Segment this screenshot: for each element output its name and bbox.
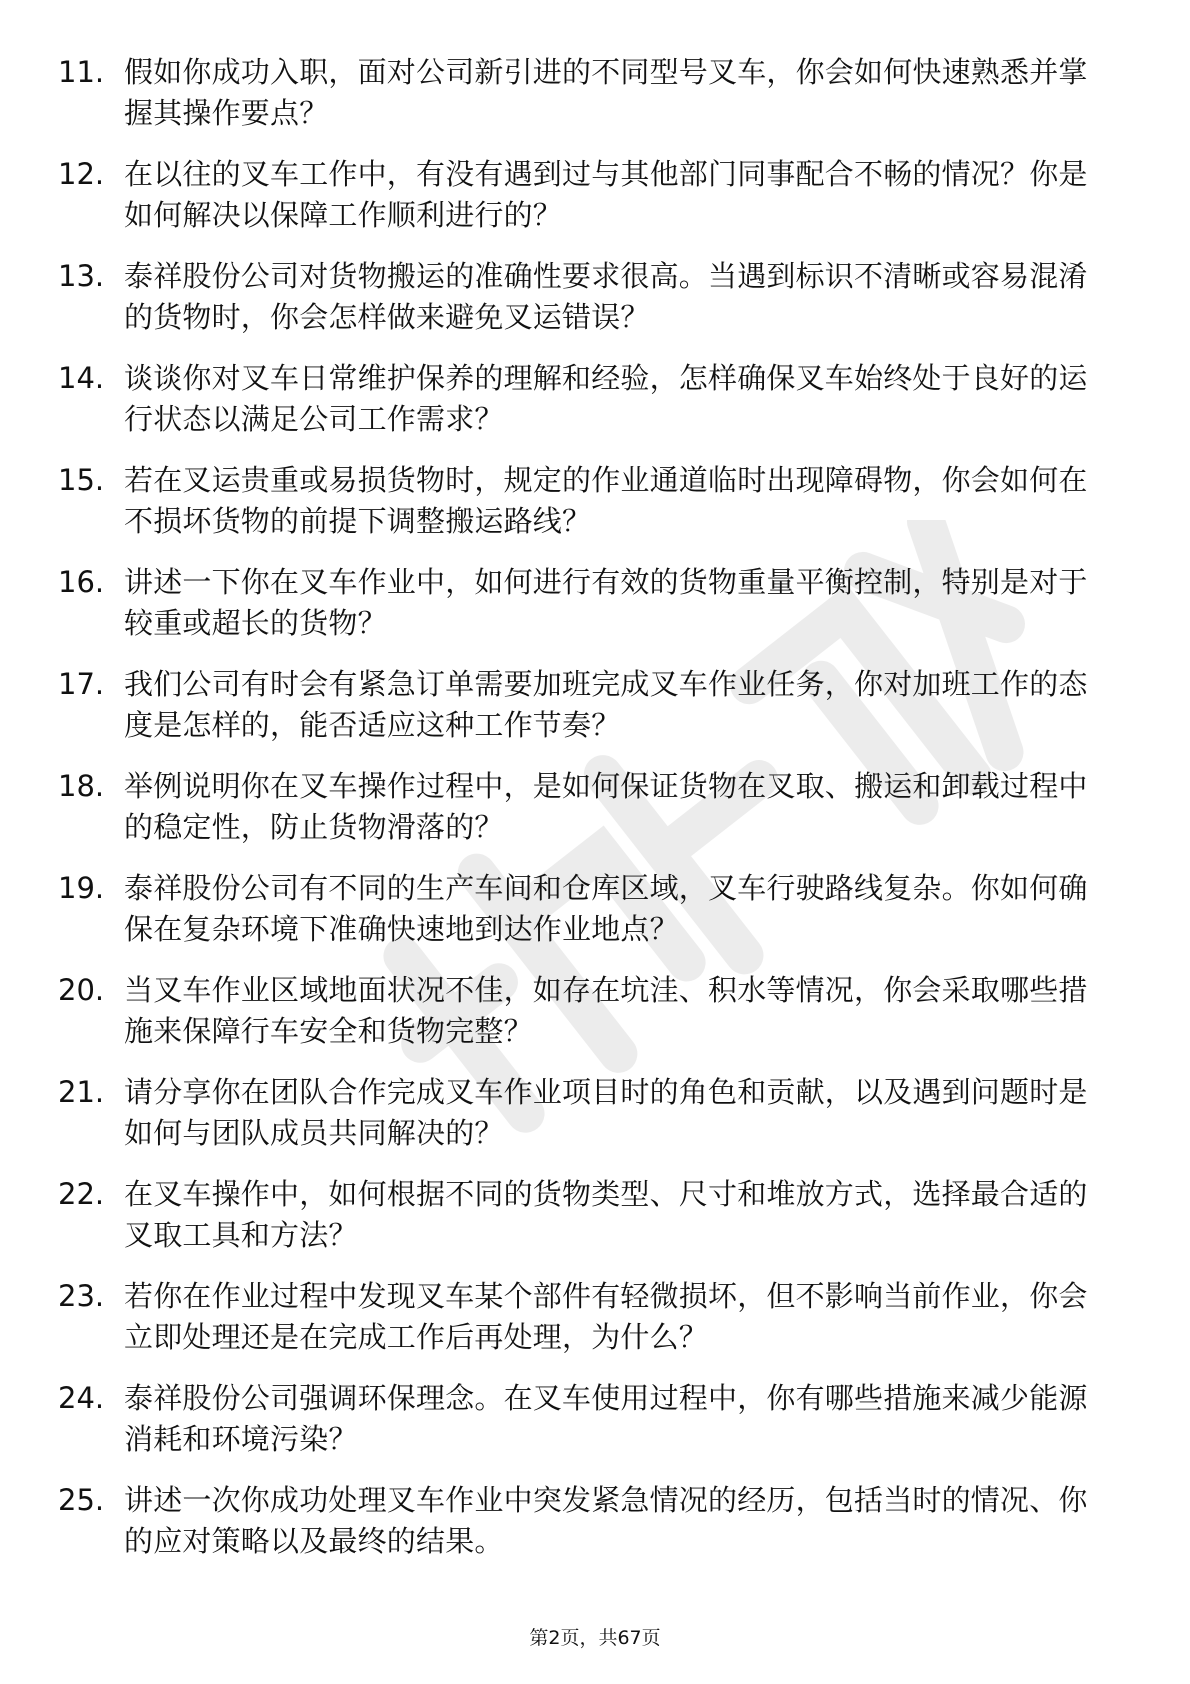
question-number: 15.: [58, 463, 105, 497]
question-number: 23.: [58, 1279, 105, 1313]
question-item: [0, 460, 1190, 542]
question-item: [0, 1072, 1190, 1154]
question-text: 我们公司有时会有紧急订单需要加班完成叉车作业任务，你对加班工作的态度是怎样的，能否适应这种工作节奏？: [124, 667, 1088, 742]
question-number: 20.: [58, 973, 105, 1007]
question-item: [0, 358, 1190, 440]
question-item: [0, 766, 1190, 848]
question-item: [0, 256, 1190, 338]
question-text: 泰祥股份公司有不同的生产车间和仓库区域，叉车行驶路线复杂。你如何确保在复杂环境下准确快速地到达作业地点？: [124, 871, 1088, 946]
question-number: 16.: [58, 565, 105, 599]
question-number: 17.: [58, 667, 105, 701]
question-number: 18.: [58, 769, 105, 803]
question-item: [0, 154, 1190, 236]
question-number: 24.: [58, 1381, 105, 1415]
question-item: [0, 562, 1190, 644]
question-text: 谈谈你对叉车日常维护保养的理解和经验，怎样确保叉车始终处于良好的运行状态以满足公司工作需求？: [124, 361, 1088, 436]
question-number: 19.: [58, 871, 105, 905]
question-text: 若在叉运贵重或易损货物时，规定的作业通道临时出现障碍物，你会如何在不损坏货物的前提下调整搬运路线？: [124, 463, 1088, 538]
question-text: 举例说明你在叉车操作过程中，是如何保证货物在叉取、搬运和卸载过程中的稳定性，防止货物滑落的？: [124, 769, 1088, 844]
question-text: 当叉车作业区域地面状况不佳，如存在坑洼、积水等情况，你会采取哪些措施来保障行车安全和货物完整？: [124, 973, 1088, 1048]
question-text: 请分享你在团队合作完成叉车作业项目时的角色和贡献，以及遇到问题时是如何与团队成员共同解决的？: [124, 1075, 1088, 1150]
question-text: 泰祥股份公司对货物搬运的准确性要求很高。当遇到标识不清晰或容易混淆的货物时，你会怎样做来避免叉运错误？: [124, 259, 1088, 334]
question-number: 21.: [58, 1075, 105, 1109]
question-text: 讲述一次你成功处理叉车作业中突发紧急情况的经历，包括当时的情况、你的应对策略以及最终的结果。: [124, 1483, 1088, 1558]
question-text: 泰祥股份公司强调环保理念。在叉车使用过程中，你有哪些措施来减少能源消耗和环境污染？: [124, 1381, 1088, 1456]
page-footer: 第2页，共67页: [529, 1627, 661, 1649]
question-item: [0, 52, 1190, 134]
question-list: [0, 52, 1190, 1582]
question-item: [0, 1480, 1190, 1562]
question-item: [0, 1378, 1190, 1460]
question-number: 12.: [58, 157, 105, 191]
question-number: 25.: [58, 1483, 105, 1517]
question-text: 假如你成功入职，面对公司新引进的不同型号叉车，你会如何快速熟悉并掌握其操作要点？: [124, 55, 1088, 130]
question-item: [0, 868, 1190, 950]
question-item: [0, 1276, 1190, 1358]
question-text: 讲述一下你在叉车作业中，如何进行有效的货物重量平衡控制，特别是对于较重或超长的货物？: [124, 565, 1088, 640]
question-item: [0, 970, 1190, 1052]
question-text: 若你在作业过程中发现叉车某个部件有轻微损坏，但不影响当前作业，你会立即处理还是在完成工作后再处理，为什么？: [124, 1279, 1088, 1354]
question-item: [0, 664, 1190, 746]
question-number: 22.: [58, 1177, 105, 1211]
question-text: 在以往的叉车工作中，有没有遇到过与其他部门同事配合不畅的情况？你是如何解决以保障工作顺利进行的？: [124, 157, 1088, 232]
question-number: 14.: [58, 361, 105, 395]
question-number: 11.: [58, 55, 105, 89]
question-text: 在叉车操作中，如何根据不同的货物类型、尺寸和堆放方式，选择最合适的叉取工具和方法？: [124, 1177, 1088, 1252]
question-number: 13.: [58, 259, 105, 293]
question-item: [0, 1174, 1190, 1256]
